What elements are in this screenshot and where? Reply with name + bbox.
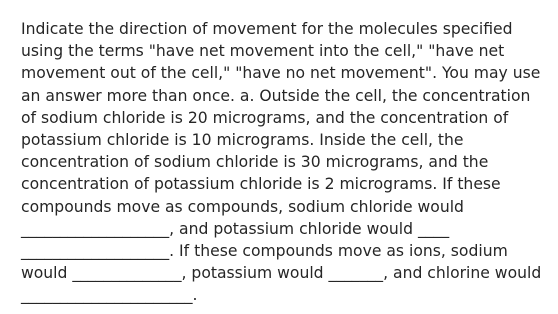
question-text: Indicate the direction of movement for the molecules specified using the terms "have net movement into the cell," "have net movement out of the cell," "have no net movement". You may use an answer more than once. a. Outside the cell, the concentration of sodium chloride is 20 micrograms, and the concentration of potassium chloride is 10 micrograms. Inside the cell, the concentration of sodium chloride is 30 micrograms, and the concentration of potassium chloride is 2 micrograms. If these compounds move as compounds, sodium chloride would ___________________, and potassium chloride would ____ ___________________. If these compounds move as ions, sodium would ______________, potassium would _______, and chlorine would ______________________. bbox=[21, 20, 542, 305]
